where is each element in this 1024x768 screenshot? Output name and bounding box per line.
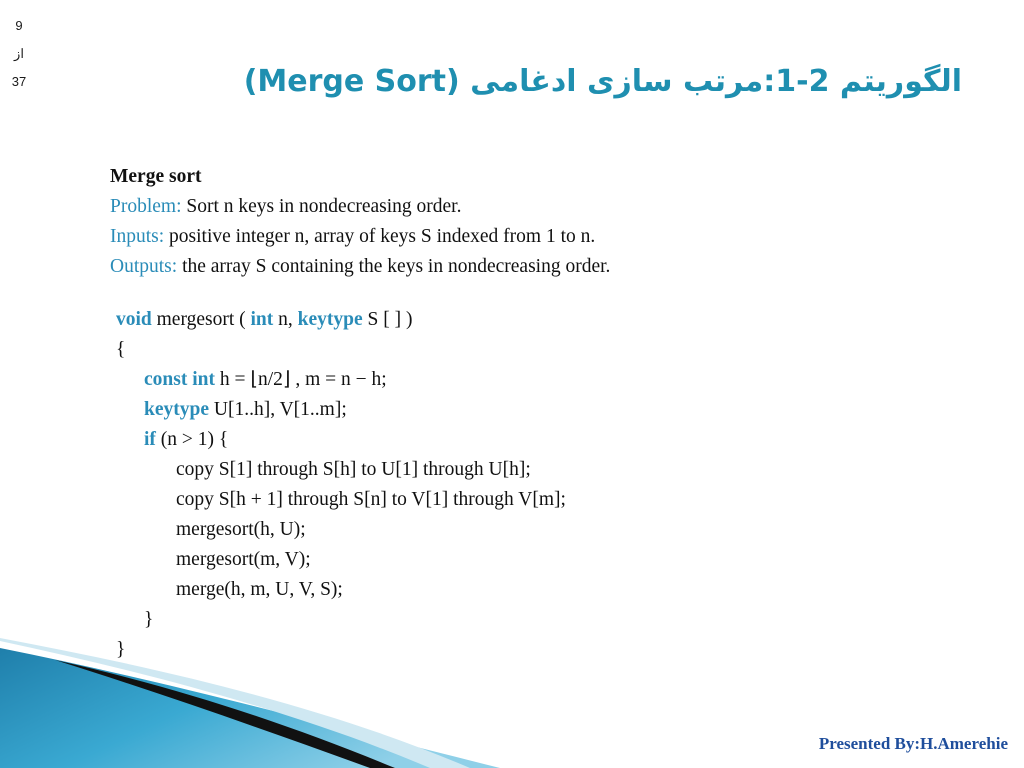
- code-line: [116, 395, 750, 425]
- code-keyword: void: [116, 309, 152, 330]
- problem-line: [110, 192, 750, 222]
- presenter-footer: Presented By:H.Amerehie: [818, 734, 1008, 753]
- code-line: copy S[h + 1] through S[n] to V[1] through V[m];: [176, 489, 566, 510]
- code-keyword: const int: [144, 369, 215, 390]
- code-text: (n > 1) {: [155, 429, 229, 450]
- code-keyword: keytype: [144, 399, 209, 420]
- code-text: S [ ] ): [362, 309, 413, 330]
- algorithm-content: [110, 162, 750, 665]
- code-signature: [116, 305, 750, 335]
- page-current: 9: [15, 18, 23, 33]
- code-open-brace: {: [116, 339, 126, 360]
- code-line: [116, 365, 750, 395]
- code-text: n,: [273, 309, 298, 330]
- page-counter: [0, 12, 38, 96]
- code-text: U[1..h], V[1..m];: [209, 399, 347, 420]
- code-inner-close-brace: }: [144, 609, 154, 630]
- inputs-text: positive integer n, array of keys S indexed from 1 to n.: [164, 226, 596, 247]
- outputs-text: the array S containing the keys in nondecreasing order.: [177, 256, 611, 277]
- code-keyword: keytype: [297, 309, 363, 330]
- code-close-brace: }: [116, 639, 126, 660]
- slide-title: الگوریتم 2-1:مرتب سازی ادغامی (Merge Sort): [243, 64, 962, 99]
- problem-text: Sort n keys in nondecreasing order.: [181, 196, 462, 217]
- outputs-label: Outputs:: [110, 256, 178, 277]
- code-line: mergesort(m, V);: [176, 549, 311, 570]
- inputs-label: Inputs:: [110, 226, 165, 247]
- code-line: mergesort(h, U);: [176, 519, 306, 540]
- page-total: 37: [11, 74, 27, 89]
- code-line: merge(h, m, U, V, S);: [176, 579, 343, 600]
- code-text: mergesort (: [151, 309, 251, 330]
- problem-label: Problem:: [110, 196, 182, 217]
- code-text: h = ⌊n/2⌋ , m = n − h;: [214, 369, 387, 390]
- algorithm-heading: Merge sort: [110, 166, 202, 187]
- inputs-line: [110, 222, 750, 252]
- outputs-line: [110, 252, 750, 282]
- code-keyword: int: [250, 309, 274, 330]
- code-keyword: if: [144, 429, 156, 450]
- code-line: [116, 425, 750, 455]
- code-line: copy S[1] through S[h] to U[1] through U[h];: [176, 459, 531, 480]
- code-block: [116, 305, 750, 665]
- page-separator: از: [14, 46, 24, 61]
